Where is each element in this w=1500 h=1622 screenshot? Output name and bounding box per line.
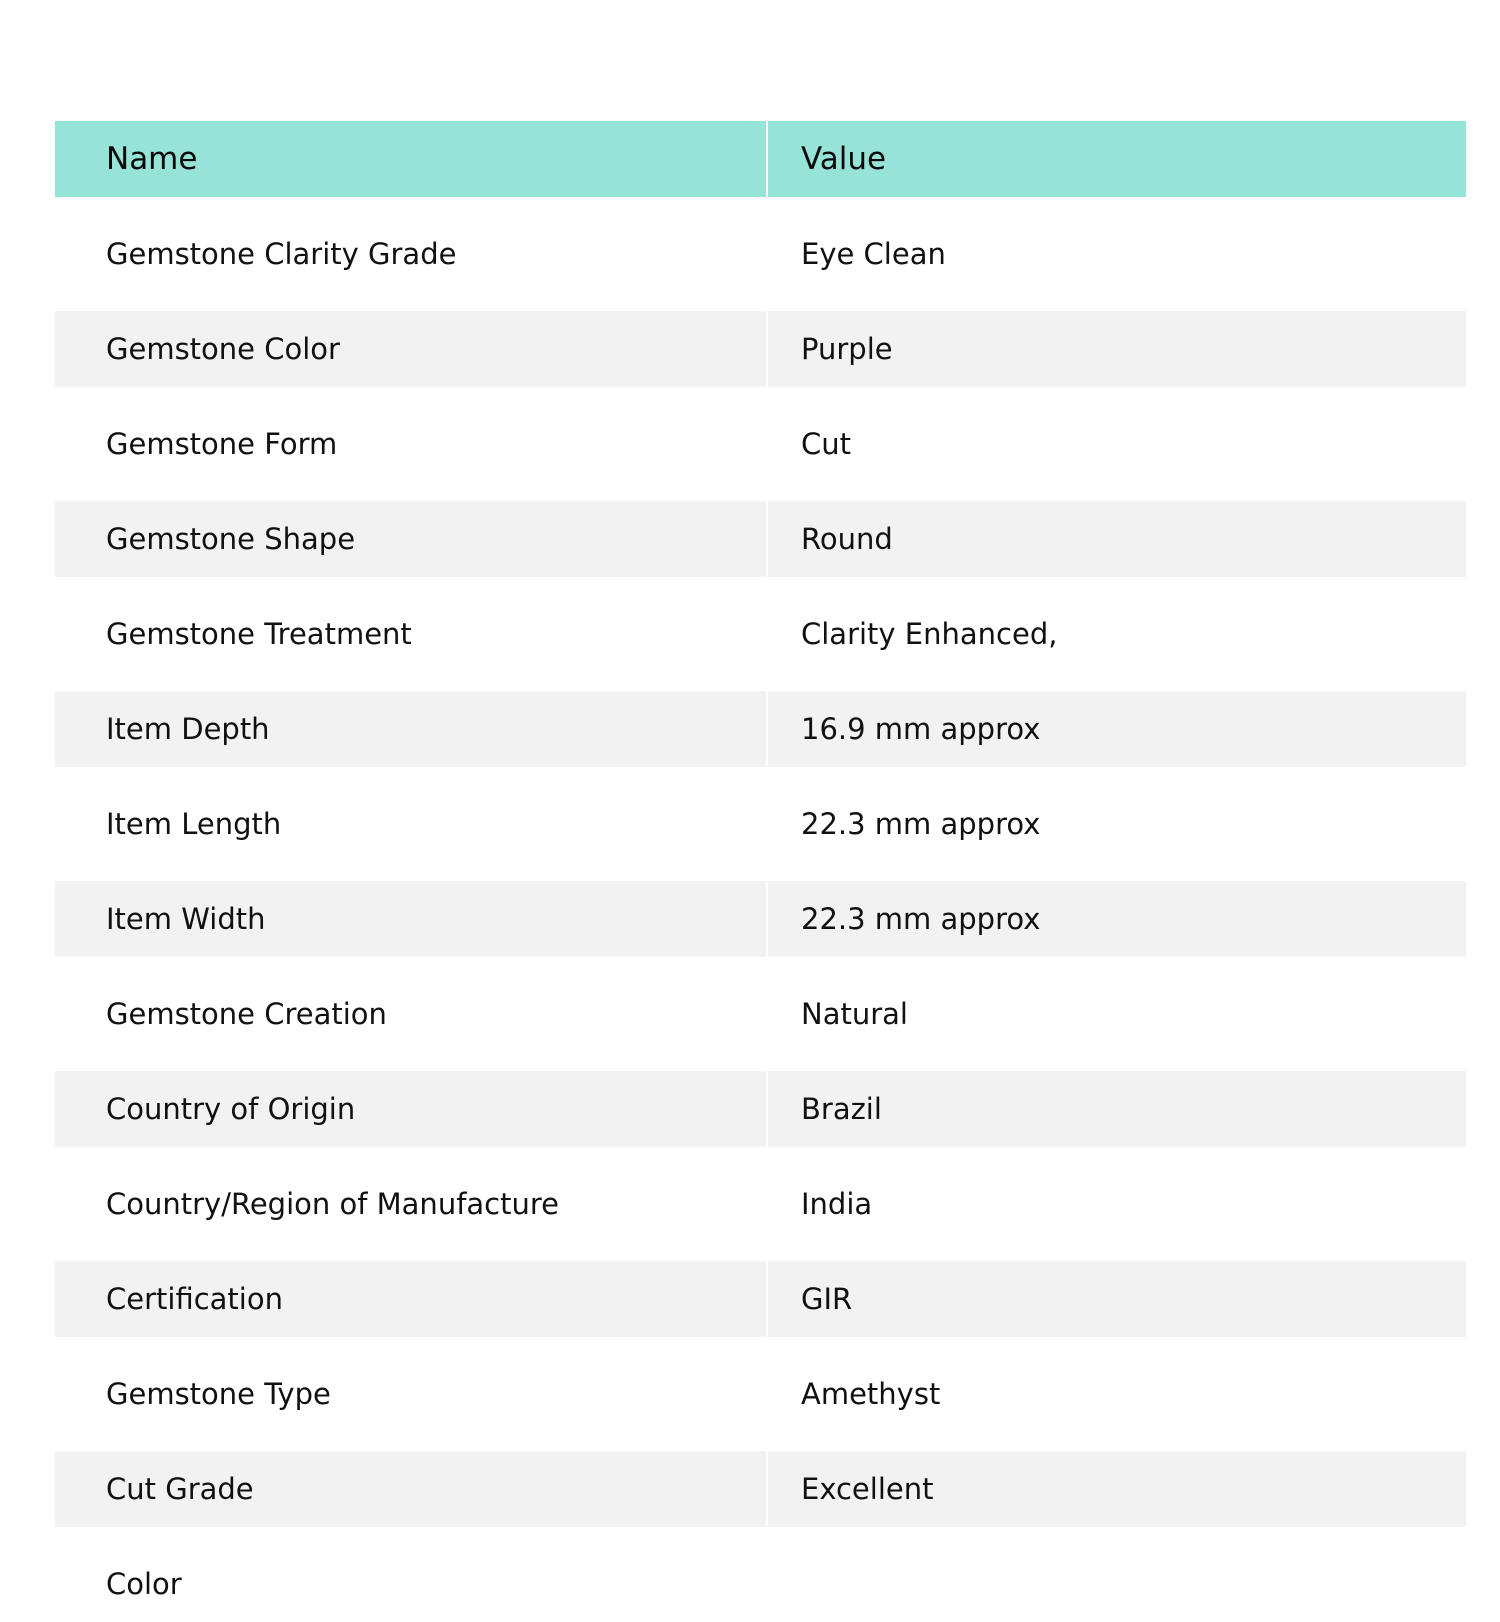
table-row — [55, 501, 1466, 577]
row-name-cell: Color — [55, 1546, 766, 1622]
table-row — [55, 1546, 1466, 1622]
table-row — [55, 1356, 1466, 1432]
table-row — [55, 1071, 1466, 1147]
row-value-cell: Round — [768, 501, 1466, 577]
row-value-cell: 16.9 mm approx — [768, 691, 1466, 767]
row-name-cell: Item Width — [55, 881, 766, 957]
row-name-cell: Country of Origin — [55, 1071, 766, 1147]
table-row — [55, 1261, 1466, 1337]
table-row — [55, 406, 1466, 482]
row-name-cell: Country/Region of Manufacture — [55, 1166, 766, 1242]
row-name-cell: Gemstone Shape — [55, 501, 766, 577]
row-name-cell: Certification — [55, 1261, 766, 1337]
table-row — [55, 786, 1466, 862]
row-value-cell: 22.3 mm approx — [768, 881, 1466, 957]
row-value-cell: Cut — [768, 406, 1466, 482]
row-name-cell: Gemstone Type — [55, 1356, 766, 1432]
row-value-cell: 22.3 mm approx — [768, 786, 1466, 862]
table-row — [55, 881, 1466, 957]
table-row — [55, 596, 1466, 672]
row-value-cell: Clarity Enhanced, — [768, 596, 1466, 672]
table-row — [55, 1166, 1466, 1242]
row-value-cell: Brazil — [768, 1071, 1466, 1147]
header-value-cell: Value — [768, 121, 1466, 197]
table-row — [55, 1451, 1466, 1527]
row-name-cell: Item Length — [55, 786, 766, 862]
table-header-row — [55, 121, 1466, 197]
header-name-cell: Name — [55, 121, 766, 197]
spec-table — [55, 121, 1466, 1622]
row-name-cell: Cut Grade — [55, 1451, 766, 1527]
row-value-cell: Purple — [768, 311, 1466, 387]
row-value-cell: Eye Clean — [768, 216, 1466, 292]
row-value-cell: GIR — [768, 1261, 1466, 1337]
row-value-cell: India — [768, 1166, 1466, 1242]
row-value-cell: Amethyst — [768, 1356, 1466, 1432]
table-row — [55, 691, 1466, 767]
row-name-cell: Gemstone Color — [55, 311, 766, 387]
row-name-cell: Gemstone Form — [55, 406, 766, 482]
table-row — [55, 311, 1466, 387]
row-value-cell: Natural — [768, 976, 1466, 1052]
row-name-cell: Gemstone Treatment — [55, 596, 766, 672]
row-name-cell: Gemstone Creation — [55, 976, 766, 1052]
row-name-cell: Gemstone Clarity Grade — [55, 216, 766, 292]
row-name-cell: Item Depth — [55, 691, 766, 767]
table-row — [55, 976, 1466, 1052]
row-value-cell: Excellent — [768, 1451, 1466, 1527]
row-value-cell — [768, 1546, 1466, 1622]
table-row — [55, 216, 1466, 292]
